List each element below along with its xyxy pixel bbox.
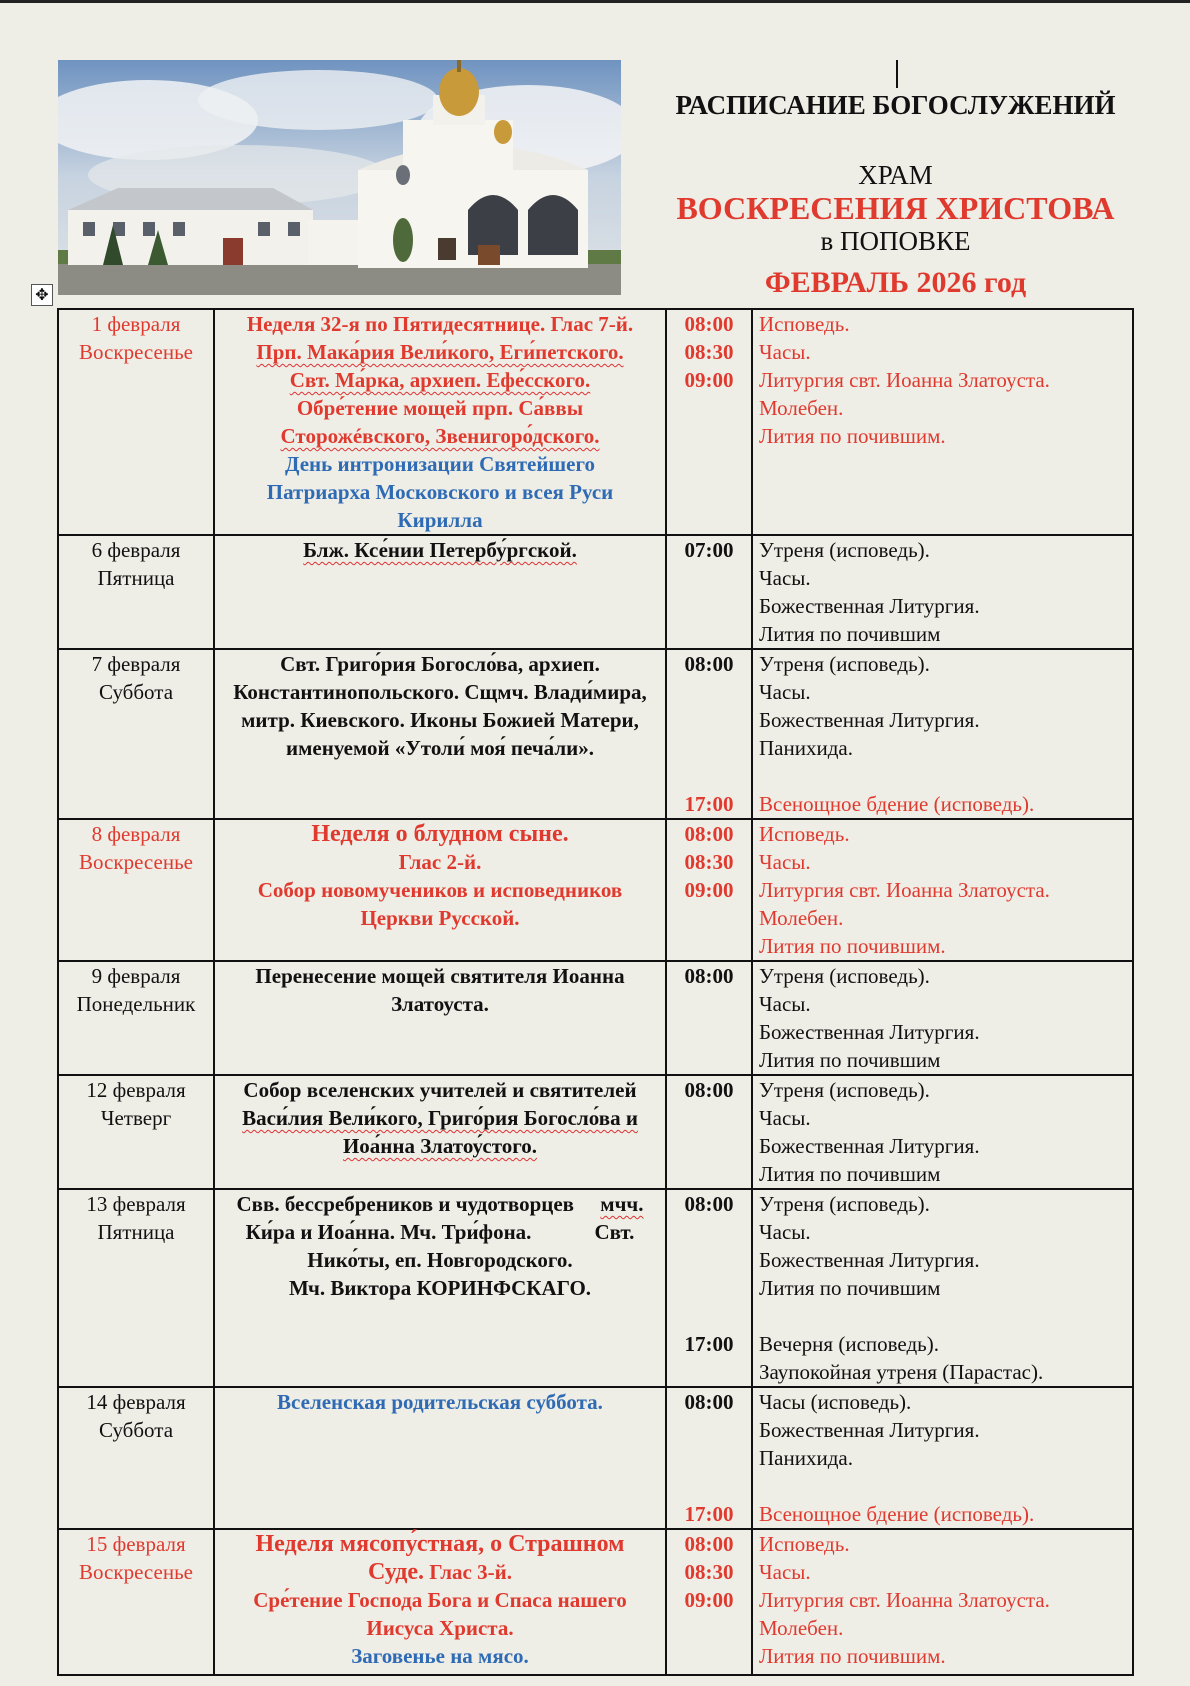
time: 08:30 bbox=[684, 1560, 734, 1584]
date-cell bbox=[58, 649, 214, 819]
service: Панихида. bbox=[759, 1446, 853, 1470]
location-label: в ПОПОВКЕ bbox=[820, 226, 971, 256]
service: Часы. bbox=[759, 566, 811, 590]
date-cell bbox=[58, 819, 214, 961]
service: Исповедь. bbox=[759, 312, 850, 336]
feast-line: Церкви Русской. bbox=[360, 906, 520, 930]
service: Заупокойная утреня (Парастас). bbox=[759, 1360, 1044, 1384]
time: 17:00 bbox=[684, 1502, 734, 1526]
feast-line: Нико́ты, еп. Новгородского. bbox=[307, 1248, 573, 1272]
time-cell bbox=[666, 819, 752, 961]
date: 13 февраля bbox=[86, 1192, 186, 1216]
time: 08:00 bbox=[684, 1390, 734, 1414]
service: Лития по почившим. bbox=[759, 934, 946, 958]
services-cell bbox=[752, 1529, 1133, 1675]
service: Божественная Литургия. bbox=[759, 594, 980, 618]
feast-cell bbox=[214, 1529, 666, 1675]
service: Часы. bbox=[759, 850, 811, 874]
weekday: Воскресенье bbox=[79, 850, 193, 874]
service: Божественная Литургия. bbox=[759, 1134, 980, 1158]
time: 09:00 bbox=[684, 878, 734, 902]
date: 8 февраля bbox=[91, 822, 181, 846]
feast-text: Ки́ра и Иоа́нна. Мч. Три́фона. bbox=[245, 1220, 532, 1244]
date: 9 февраля bbox=[91, 964, 181, 988]
service: Молебен. bbox=[759, 396, 844, 420]
feast-line: Златоуста. bbox=[391, 992, 489, 1016]
service: Божественная Литургия. bbox=[759, 1248, 980, 1272]
feast-line: Собор новомучеников и исповедников bbox=[257, 878, 623, 902]
time: 09:00 bbox=[684, 368, 734, 392]
feast-line: Иисуса Христа. bbox=[366, 1616, 514, 1640]
time: 08:00 bbox=[684, 1078, 734, 1102]
header bbox=[58, 60, 1133, 300]
feast-line: Собор вселенских учителей и святителей bbox=[243, 1078, 637, 1102]
date-cell bbox=[58, 1387, 214, 1529]
feast-text: мчч. bbox=[600, 1192, 644, 1216]
services-cell bbox=[752, 1387, 1133, 1529]
service: Вечерня (исповедь). bbox=[759, 1332, 939, 1356]
services-cell bbox=[752, 309, 1133, 535]
service: Исповедь. bbox=[759, 822, 850, 846]
feast-text: Глас 3-й. bbox=[429, 1560, 512, 1584]
feast-line: Сторожéвского, Звенигоро́дского. bbox=[280, 424, 600, 448]
service: Молебен. bbox=[759, 906, 844, 930]
church-illustration bbox=[58, 60, 621, 295]
service: Молебен. bbox=[759, 1616, 844, 1640]
service: Часы. bbox=[759, 1560, 811, 1584]
table-row bbox=[58, 1529, 1133, 1675]
service: Исповедь. bbox=[759, 1532, 850, 1556]
window-top-edge bbox=[0, 0, 1190, 3]
schedule-table bbox=[57, 308, 1134, 1676]
feast-cell bbox=[214, 1075, 666, 1189]
weekday: Суббота bbox=[98, 680, 174, 704]
feast-line: Мч. Виктора КОРИНФСКАГО. bbox=[288, 1276, 592, 1300]
time: 08:00 bbox=[684, 1192, 734, 1216]
feast-cell bbox=[214, 309, 666, 535]
feast-line bbox=[221, 1190, 659, 1218]
service: Лития по почившим. bbox=[759, 424, 946, 448]
time: 17:00 bbox=[684, 1332, 734, 1356]
time: 08:00 bbox=[684, 652, 734, 676]
service: Божественная Литургия. bbox=[759, 1020, 980, 1044]
feast-line: День интронизации Святейшего bbox=[284, 452, 595, 476]
service: Утреня (исповедь). bbox=[759, 1078, 930, 1102]
services-cell bbox=[752, 961, 1133, 1075]
feast-line: Обре́тение мощей прп. Са́ввы bbox=[296, 396, 584, 420]
feast-line: Прп. Мака́рия Вели́кого, Еги́петского. bbox=[256, 340, 624, 364]
time-cell bbox=[666, 961, 752, 1075]
feast-line: митр. Киевского. Иконы Божией Матери, bbox=[241, 708, 639, 732]
feast-line: Блж. Ксе́нии Петербу́ргской. bbox=[303, 538, 577, 562]
time: 17:00 bbox=[684, 792, 734, 816]
services-cell bbox=[752, 1075, 1133, 1189]
feast-line bbox=[221, 1558, 659, 1586]
feast-line: Неделя о блудном сыне. bbox=[311, 821, 569, 847]
services-cell bbox=[752, 535, 1133, 649]
service: Лития по почившим bbox=[759, 1162, 941, 1186]
weekday: Пятница bbox=[97, 1220, 175, 1244]
feast-line: Неделя 32-я по Пятидесятнице. Глас 7-й. bbox=[246, 312, 634, 336]
feast-line: Кирилла bbox=[397, 508, 483, 532]
service: Литургия свт. Иоанна Златоуста. bbox=[759, 368, 1050, 392]
time: 08:00 bbox=[684, 822, 734, 846]
date: 6 февраля bbox=[91, 538, 181, 562]
service: Утреня (исповедь). bbox=[759, 1192, 930, 1216]
service: Лития по почившим bbox=[759, 1276, 941, 1300]
feast-cell bbox=[214, 819, 666, 961]
time-cell bbox=[666, 1075, 752, 1189]
date: 1 февраля bbox=[91, 312, 181, 336]
service: Божественная Литургия. bbox=[759, 1418, 980, 1442]
time: 07:00 bbox=[684, 538, 734, 562]
date-cell bbox=[58, 1529, 214, 1675]
service: Литургия свт. Иоанна Златоуста. bbox=[759, 878, 1050, 902]
date: 15 февраля bbox=[86, 1532, 186, 1556]
date-cell bbox=[58, 309, 214, 535]
feast-text: Свт. bbox=[594, 1220, 635, 1244]
service: Лития по почившим. bbox=[759, 1644, 946, 1668]
feast-line bbox=[221, 1218, 659, 1246]
service: Лития по почившим bbox=[759, 1048, 941, 1072]
feast-text: Свв. бессребреников и чудотворцев bbox=[236, 1192, 575, 1216]
service: Часы. bbox=[759, 1106, 811, 1130]
date-cell bbox=[58, 535, 214, 649]
service: Часы. bbox=[759, 992, 811, 1016]
time-cell bbox=[666, 309, 752, 535]
service: Часы. bbox=[759, 680, 811, 704]
service: Утреня (исповедь). bbox=[759, 652, 930, 676]
feast-line: Свт. Григо́рия Богосло́ва, архиеп. bbox=[280, 652, 600, 676]
service: Всенощное бдение (исповедь). bbox=[759, 792, 1035, 816]
table-row bbox=[58, 1387, 1133, 1529]
feast-line: Вселенская родительская суббота. bbox=[277, 1390, 603, 1414]
service: Утреня (исповедь). bbox=[759, 964, 930, 988]
page-title: РАСПИСАНИЕ БОГОСЛУЖЕНИЙ bbox=[675, 90, 1116, 120]
time-cell bbox=[666, 649, 752, 819]
feast-line: Патриарха Московского и всея Руси bbox=[266, 480, 614, 504]
weekday: Пятница bbox=[97, 566, 175, 590]
service: Часы (исповедь). bbox=[759, 1390, 912, 1414]
time-cell bbox=[666, 1189, 752, 1387]
table-row bbox=[58, 1189, 1133, 1387]
feast-line: Васи́лия Вели́кого, Григо́рия Богосло́ва и bbox=[242, 1106, 638, 1130]
service: Панихида. bbox=[759, 736, 853, 760]
time: 08:00 bbox=[684, 1532, 734, 1556]
weekday: Суббота bbox=[98, 1418, 174, 1442]
weekday: Воскресенье bbox=[79, 340, 193, 364]
table-row bbox=[58, 961, 1133, 1075]
service: Часы. bbox=[759, 1220, 811, 1244]
date: 12 февраля bbox=[86, 1078, 186, 1102]
weekday: Четверг bbox=[100, 1106, 172, 1130]
church-photo bbox=[58, 60, 621, 295]
service: Лития по почившим bbox=[759, 622, 941, 646]
feast-line: Иоа́нна Златоу́стого. bbox=[342, 1134, 538, 1158]
table-move-handle-icon[interactable]: ✥ bbox=[31, 284, 53, 306]
feast-cell bbox=[214, 649, 666, 819]
time: 08:30 bbox=[684, 850, 734, 874]
time: 08:00 bbox=[684, 312, 734, 336]
feast-line: Сре́тение Господа Бога и Спаса нашего bbox=[253, 1588, 627, 1612]
service: Литургия свт. Иоанна Златоуста. bbox=[759, 1588, 1050, 1612]
time-cell bbox=[666, 1529, 752, 1675]
date-cell bbox=[58, 961, 214, 1075]
weekday: Воскресенье bbox=[79, 1560, 193, 1584]
time: 08:30 bbox=[684, 340, 734, 364]
date-cell bbox=[58, 1189, 214, 1387]
table-row bbox=[58, 649, 1133, 819]
weekday: Понедельник bbox=[76, 992, 196, 1016]
table-row bbox=[58, 535, 1133, 649]
time: 08:00 bbox=[684, 964, 734, 988]
service: Утреня (исповедь). bbox=[759, 538, 930, 562]
feast-line: Свт. Ма́рка, архиеп. Ефе́сского. bbox=[289, 368, 591, 392]
services-cell bbox=[752, 649, 1133, 819]
date: 14 февраля bbox=[86, 1390, 186, 1414]
time-cell bbox=[666, 535, 752, 649]
feast-line: Глас 2-й. bbox=[398, 850, 482, 874]
time: 09:00 bbox=[684, 1588, 734, 1612]
month-label: ФЕВРАЛЬ 2026 год bbox=[764, 266, 1027, 299]
feast-line: Неделя мясопу́стная, о Страшном bbox=[255, 1531, 625, 1557]
feast-cell bbox=[214, 1387, 666, 1529]
feast-text: Суде. bbox=[368, 1559, 425, 1585]
hram-label: ХРАМ bbox=[858, 160, 933, 190]
time-cell bbox=[666, 1387, 752, 1529]
text-cursor bbox=[896, 60, 898, 88]
feast-cell bbox=[214, 1189, 666, 1387]
table-row bbox=[58, 309, 1133, 535]
church-name: ВОСКРЕСЕНИЯ ХРИСТОВА bbox=[676, 190, 1115, 226]
feast-line: Заговенье на мясо. bbox=[351, 1644, 529, 1668]
services-cell bbox=[752, 819, 1133, 961]
date: 7 февраля bbox=[91, 652, 181, 676]
table-row bbox=[58, 819, 1133, 961]
feast-line: Перенесение мощей святителя Иоанна bbox=[255, 964, 625, 988]
feast-cell bbox=[214, 535, 666, 649]
service: Всенощное бдение (исповедь). bbox=[759, 1502, 1035, 1526]
feast-cell bbox=[214, 961, 666, 1075]
service: Божественная Литургия. bbox=[759, 708, 980, 732]
date-cell bbox=[58, 1075, 214, 1189]
feast-line: именуемой «Утоли́ моя́ печа́ли». bbox=[286, 736, 594, 760]
feast-line: Константинопольского. Сщмч. Влади́мира, bbox=[233, 680, 647, 704]
table-row bbox=[58, 1075, 1133, 1189]
services-cell bbox=[752, 1189, 1133, 1387]
service: Часы. bbox=[759, 340, 811, 364]
